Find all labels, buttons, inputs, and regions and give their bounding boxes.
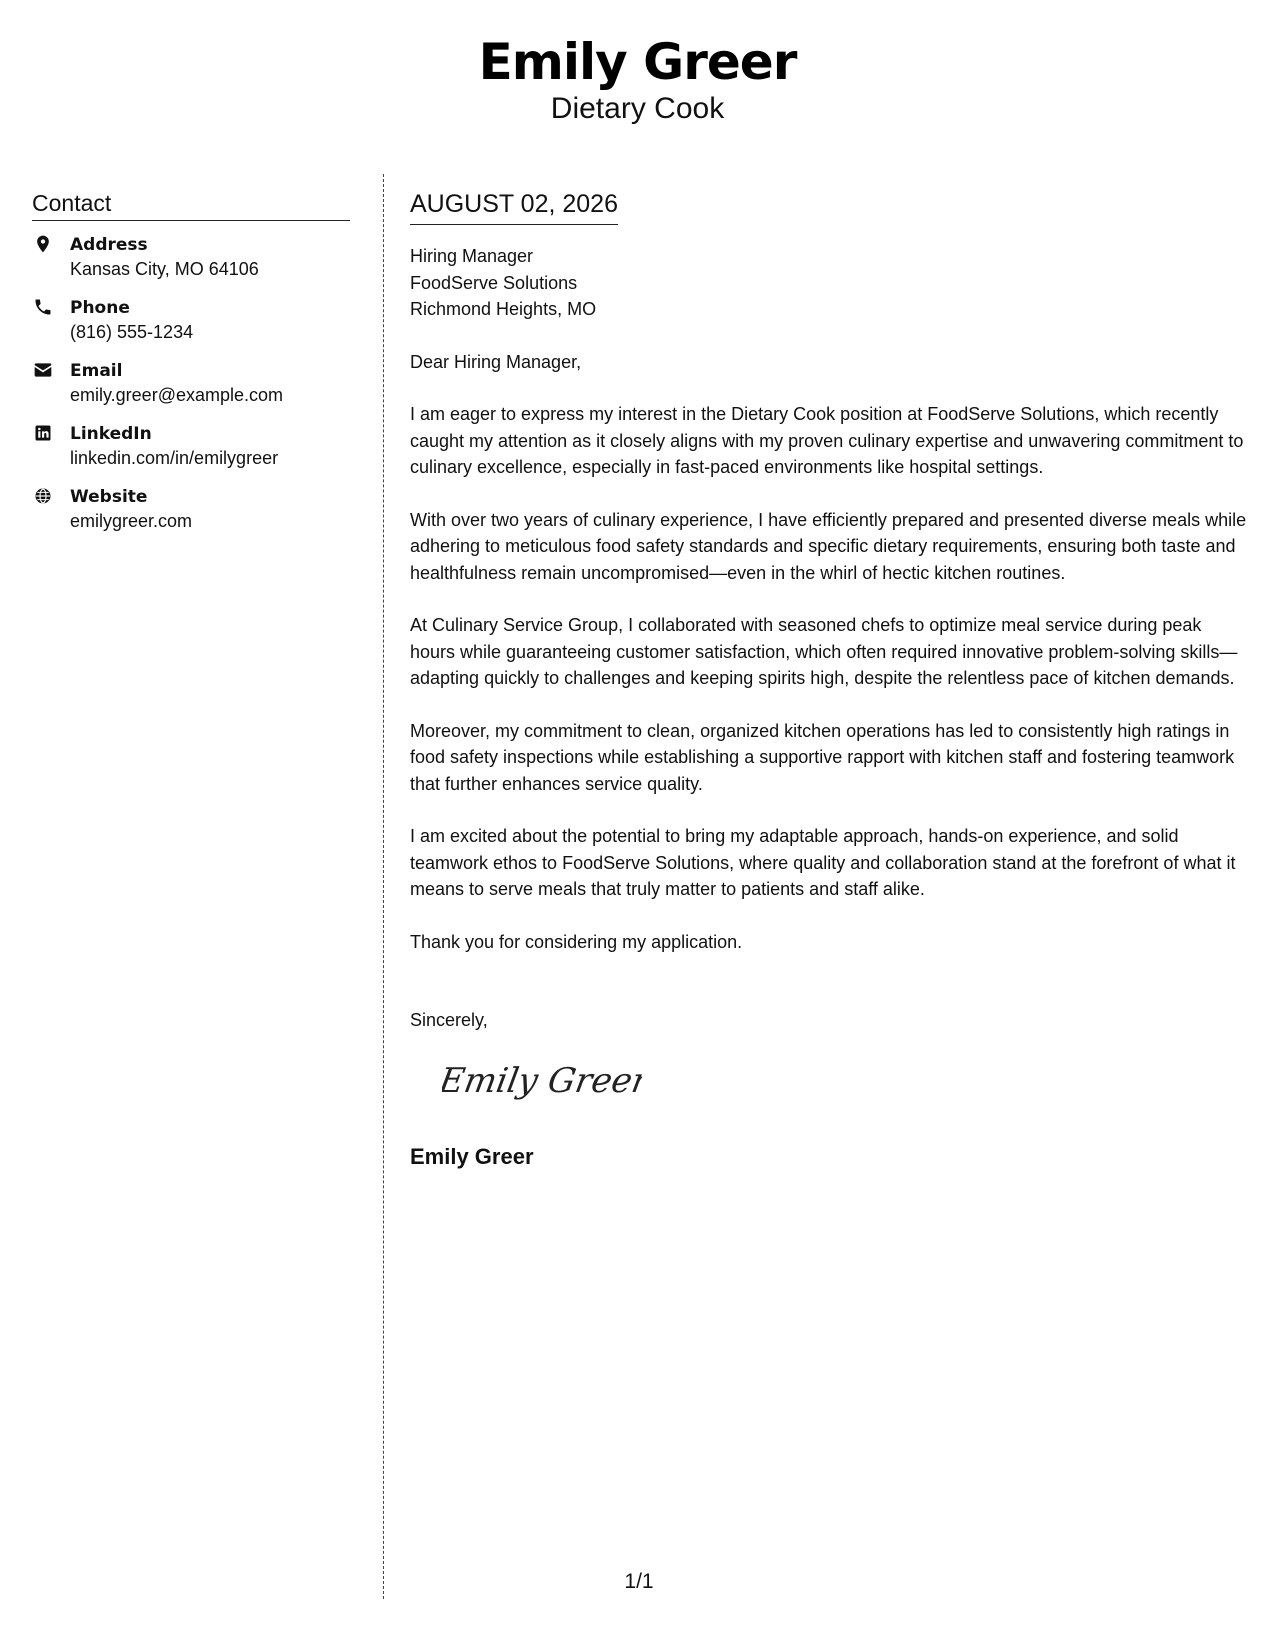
signature-image: [442, 1056, 642, 1108]
closing: Sincerely,: [410, 1010, 488, 1030]
letter-paragraph: Moreover, my commitment to clean, organized kitchen operations has led to consistently high ratings in food safety inspections while establishing a supportive rapport with kitchen staff and fostering teamwork that further enhances service quality.: [410, 720, 1235, 794]
contact-item-website: [32, 485, 350, 548]
contact-sidebar: [32, 188, 350, 548]
contact-item-email: [32, 359, 350, 422]
recipient-location: Richmond Heights, MO: [410, 299, 597, 319]
resume-header: [0, 30, 1275, 128]
linkedin-icon: [33, 423, 53, 443]
contact-label-phone: Phone: [70, 298, 130, 318]
contact-list: [32, 233, 350, 548]
contact-value-phone: (816) 555-1234: [70, 322, 194, 342]
contact-item-linkedin: [32, 422, 350, 485]
contact-heading: Contact: [32, 188, 350, 221]
contact-value-address: Kansas City, MO 64106: [70, 259, 259, 279]
letter-paragraph: Thank you for considering my application.: [410, 931, 743, 952]
recipient-company: FoodServe Solutions: [410, 272, 578, 293]
map-pin-icon: [33, 234, 53, 254]
contact-label-address: Address: [70, 235, 148, 255]
applicant-name: Emily Greer: [478, 33, 797, 91]
salutation: Dear Hiring Manager,: [410, 351, 582, 372]
signed-name: Emily Greer: [410, 1144, 534, 1169]
signature-text: Emily Greer: [442, 1060, 642, 1101]
letter-date: AUGUST 02, 2026: [410, 188, 618, 225]
recipient-block: [410, 243, 1250, 323]
contact-label-linkedin: LinkedIn: [70, 424, 152, 444]
contact-item-address: [32, 233, 350, 296]
recipient-name: Hiring Manager: [410, 246, 534, 266]
column-divider: [383, 174, 384, 1599]
page-number: 1/1: [624, 1570, 654, 1593]
letter-paragraph: With over two years of culinary experience, I have efficiently prepared and presented diverse meals while adhering to meticulous food safety standards and specific dietary requirements, ensuring both taste and healthfulness remain uncompromised—even in the whirl of hectic kitchen routines.: [410, 509, 1247, 583]
applicant-job-title: Dietary Cook: [550, 92, 725, 125]
letter-paragraph: I am eager to express my interest in the Dietary Cook position at FoodServe Solutions, which recently caught my attention as it closely aligns with my proven culinary expertise and unwavering commitment to culinary excellence, especially in fast-paced environments like hospital settings.: [410, 404, 1244, 477]
contact-label-website: Website: [70, 487, 148, 507]
contact-value-email: emily.greer@example.com: [70, 385, 284, 405]
contact-label-email: Email: [70, 361, 123, 381]
phone-icon: [33, 297, 53, 317]
contact-item-phone: [32, 296, 350, 359]
letter-paragraph: At Culinary Service Group, I collaborated with seasoned chefs to optimize meal service during peak hours while guaranteeing customer satisfaction, which often required innovative problem-solving skills—adapting quickly to challenges and keeping spirits high, despite the relentless pace of kitchen demands.: [410, 615, 1238, 688]
contact-value-linkedin: linkedin.com/in/emilygreer: [70, 448, 279, 468]
contact-value-website: emilygreer.com: [70, 511, 193, 531]
globe-icon: [33, 486, 53, 506]
letter-body: [410, 188, 1250, 1171]
letter-paragraph: I am excited about the potential to bring my adaptable approach, hands-on experience, and solid teamwork ethos to FoodServe Solutions, where quality and collaboration stand at the forefront of what it means to serve meals that truly matter to patients and staff alike.: [410, 826, 1236, 899]
envelope-icon: [33, 360, 53, 380]
